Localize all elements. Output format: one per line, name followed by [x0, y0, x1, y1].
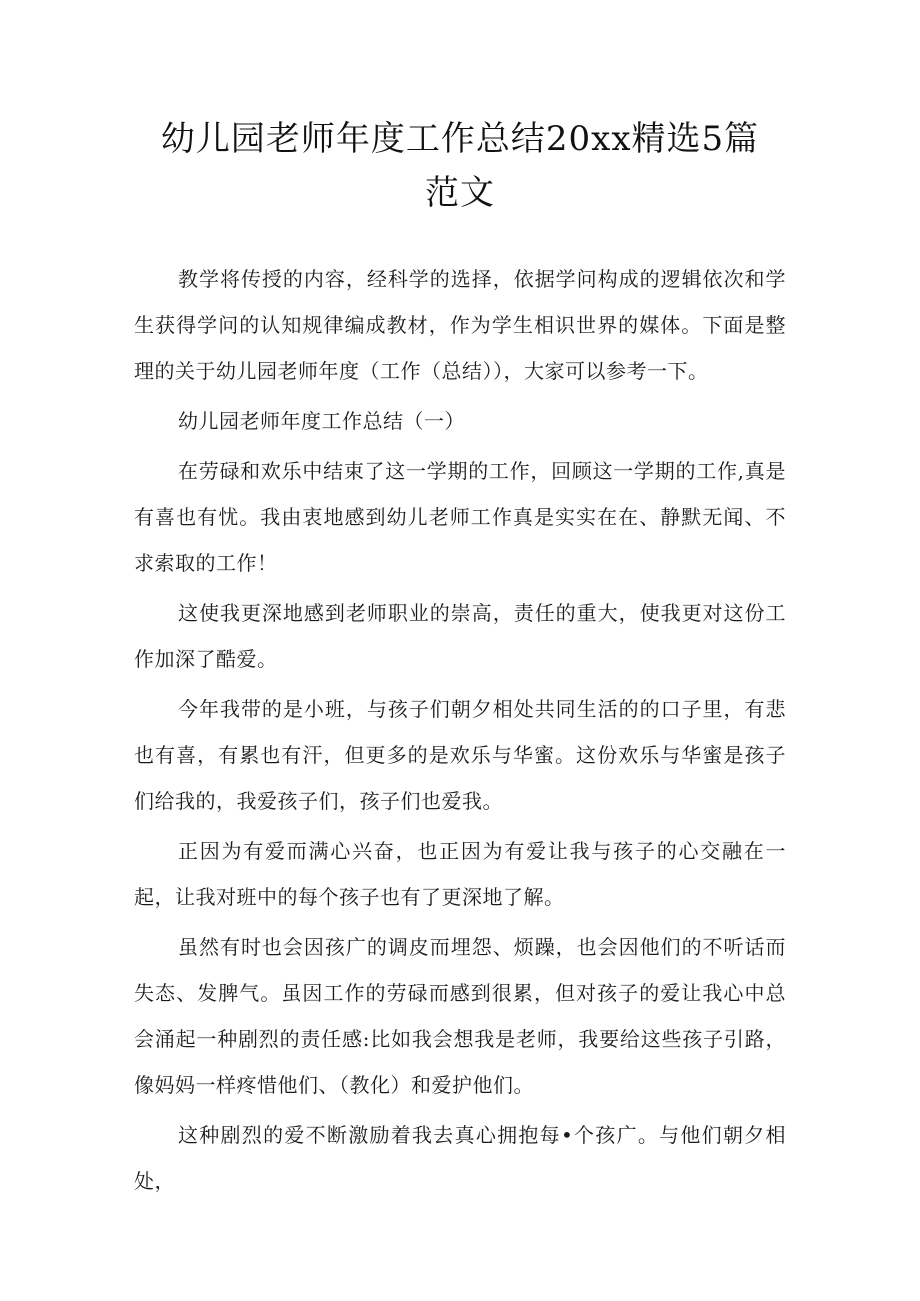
- body-paragraph: 在劳碌和欢乐中结束了这一学期的工作，回顾这一学期的工作,真是有喜也有忧。我由衷地感到幼儿老师工作真是实实在在、静默无闻、不求索取的工作！: [134, 459, 786, 575]
- body-paragraph: 这种剧烈的爱不断激励着我去真心拥抱每•个孩广。与他们朝夕相处，: [134, 1123, 786, 1193]
- body-paragraph: 这使我更深地感到老师职业的崇高，责任的重大，使我更对这份工作加深了酷爱。: [134, 601, 786, 671]
- document-body: [134, 256, 786, 1208]
- body-paragraph: 正因为有爱而满心兴奋，也正因为有爱让我与孩子的心交融在一起，让我对班中的每个孩子也有了更深地了解。: [134, 839, 786, 909]
- body-paragraph: 今年我带的是小班，与孩子们朝夕相处共同生活的的口子里，有悲也有喜，有累也有汗，但更多的是欢乐与华蜜。这份欢乐与华蜜是孩子们给我的，我爱孩子们，孩子们也爱我。: [134, 697, 786, 813]
- document-title: 幼儿园老师年度工作总结20xx精选5篇范文: [160, 119, 760, 213]
- section-heading: 幼儿园老师年度工作总结（一）: [178, 409, 465, 433]
- body-paragraph: 虽然有时也会因孩广的调皮而埋怨、烦躁，也会因他们的不听话而失态、发脾气。虽因工作的劳碌而感到很累，但对孩子的爱让我心中总会涌起一种剧烈的责任感:比如我会想我是老师，我要给这些孩子引路，像妈妈一样疼惜他们、（教化）和爱护他们。: [134, 935, 786, 1097]
- intro-paragraph: 教学将传授的内容，经科学的选择，依据学问构成的逻辑依次和学生获得学问的认知规律编成教材，作为学生相识世界的媒体。下面是整理的关于幼儿园老师年度（工作（总结）），大家可以参考一下。: [134, 267, 786, 383]
